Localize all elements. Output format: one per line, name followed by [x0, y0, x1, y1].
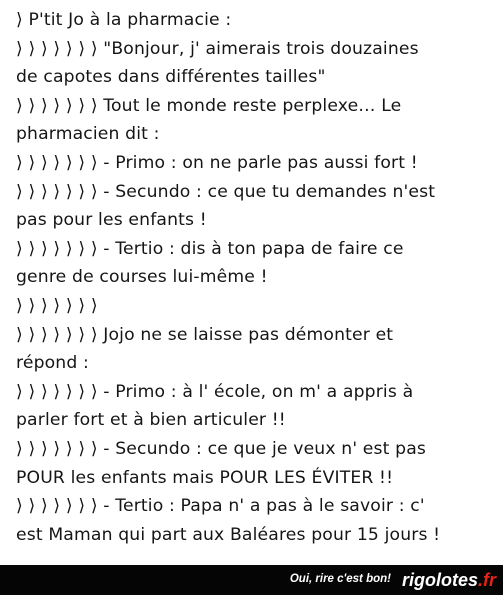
joke-line: ⟩ ⟩ ⟩ ⟩ ⟩ ⟩ ⟩	[16, 295, 98, 316]
joke-line: ⟩ ⟩ ⟩ ⟩ ⟩ ⟩ ⟩ - Tertio : Papa n' a pas à le savoir : c'	[16, 496, 425, 517]
joke-line: de capotes dans différentes tailles"	[16, 67, 326, 88]
joke-line: répond :	[16, 353, 89, 374]
joke-line: ⟩ ⟩ ⟩ ⟩ ⟩ ⟩ ⟩ - Primo : on ne parle pas aussi fort !	[16, 152, 418, 173]
joke-line: pharmacien dit :	[16, 124, 160, 145]
joke-line: ⟩ ⟩ ⟩ ⟩ ⟩ ⟩ ⟩ "Bonjour, j' aimerais trois douzaines	[16, 38, 419, 59]
joke-line: ⟩ ⟩ ⟩ ⟩ ⟩ ⟩ ⟩ - Primo : à l' école, on m' a appris à	[16, 381, 414, 402]
joke-line: ⟩ ⟩ ⟩ ⟩ ⟩ ⟩ ⟩ Jojo ne se laisse pas démonter et	[16, 324, 394, 345]
joke-line: ⟩ ⟩ ⟩ ⟩ ⟩ ⟩ ⟩ - Secundo : ce que je veux n' est pas	[16, 438, 426, 459]
joke-line: est Maman qui part aux Baléares pour 15 jours !	[16, 524, 441, 545]
joke-line: ⟩ P'tit Jo à la pharmacie :	[16, 10, 232, 30]
joke-line: parler fort et à bien articuler !!	[16, 410, 286, 431]
joke-text	[16, 6, 498, 549]
joke-line: pas pour les enfants !	[16, 210, 207, 231]
site-logo-name: rigolotes	[401, 570, 478, 590]
site-logo[interactable]	[402, 568, 496, 592]
site-logo-tld: .fr	[478, 570, 496, 590]
joke-line: POUR les enfants mais POUR LES ÉVITER !!	[16, 467, 394, 488]
joke-line: ⟩ ⟩ ⟩ ⟩ ⟩ ⟩ ⟩ - Secundo : ce que tu demandes n'est	[16, 181, 436, 202]
joke-line: ⟩ ⟩ ⟩ ⟩ ⟩ ⟩ ⟩ - Tertio : dis à ton papa de faire ce	[16, 238, 404, 259]
joke-line: genre de courses lui-même !	[16, 267, 268, 288]
footer-bar	[0, 565, 503, 595]
joke-line: ⟩ ⟩ ⟩ ⟩ ⟩ ⟩ ⟩ Tout le monde reste perplexe… Le	[16, 95, 402, 116]
footer-tagline: Oui, rire c'est bon!	[289, 573, 391, 585]
